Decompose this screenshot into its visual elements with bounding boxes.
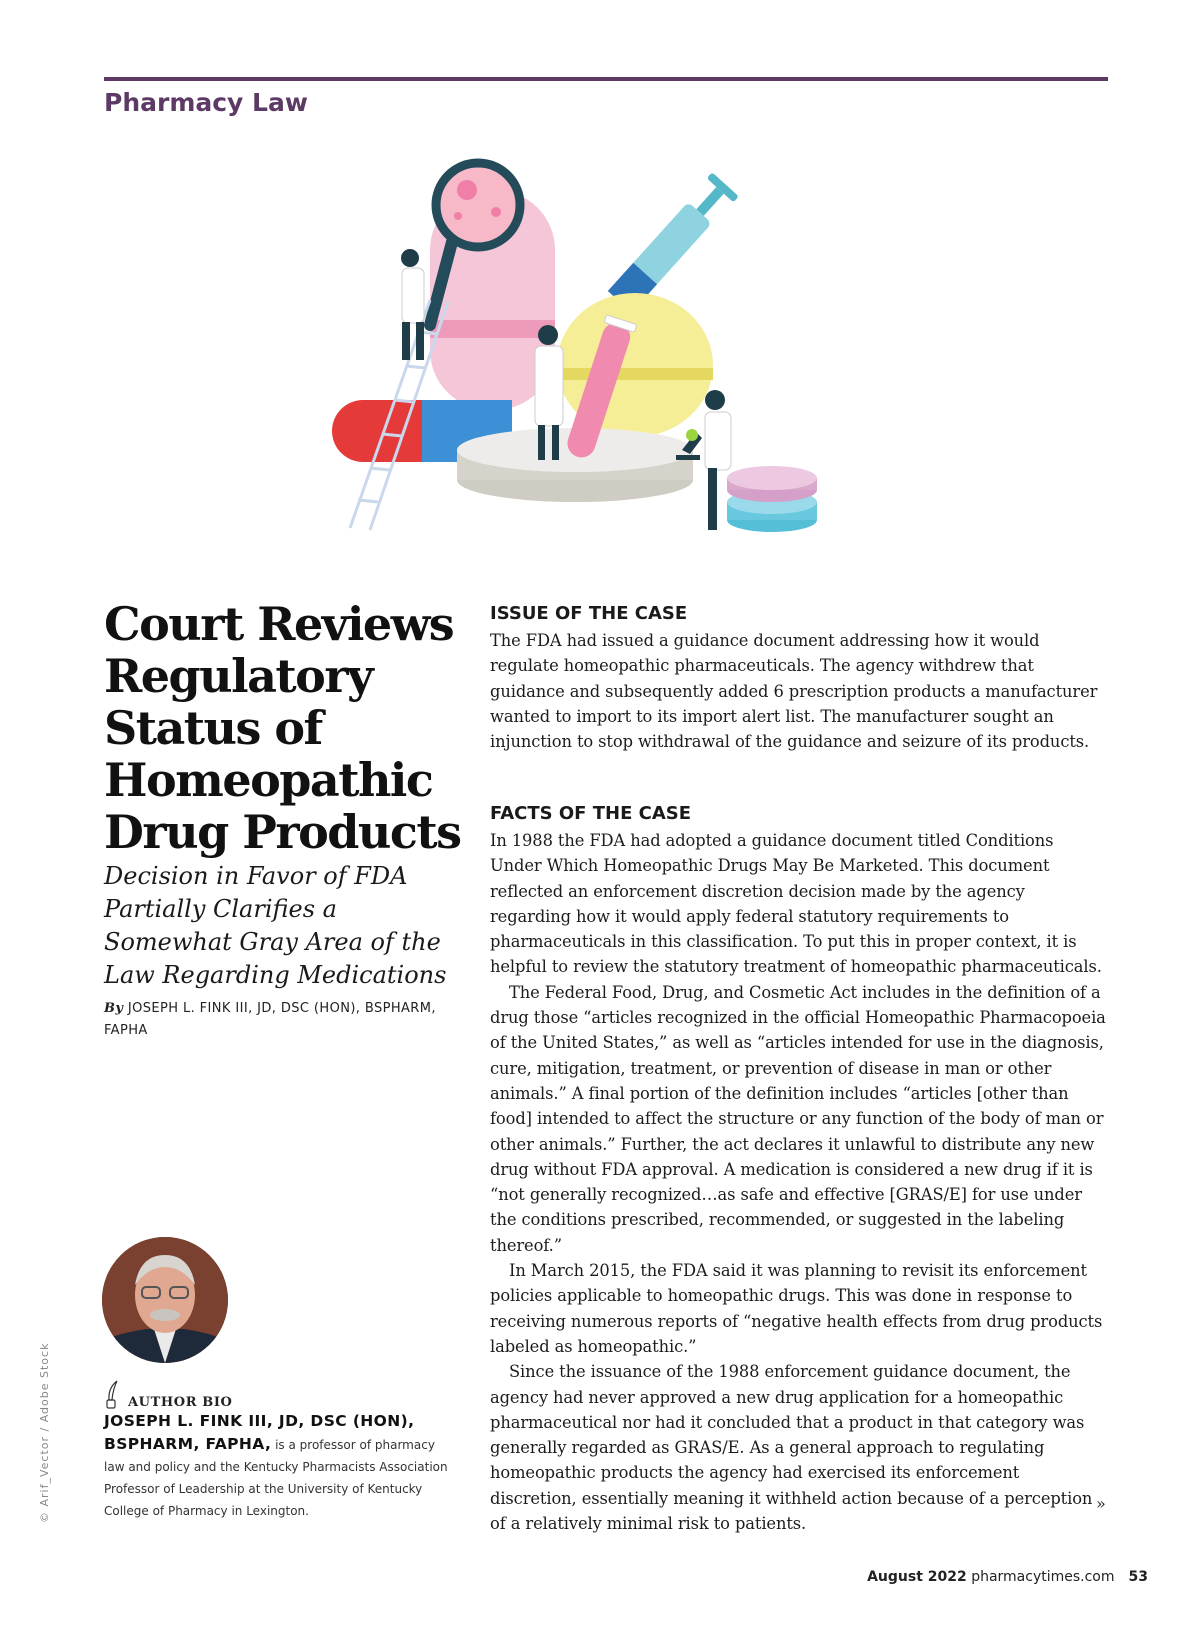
facts-paragraph: In 1988 the FDA had adopted a guidance document titled Conditions Under Which Homeopathic Drugs May Be Marketed. This document reflected an enforcement discretion decision made by the agency regarding how it would apply federal statutory requirements to pharmaceuticals in this classification. To put this in proper context, it is helpful to review the statutory treatment of homeopathic pharmaceuticals.	[490, 831, 1102, 977]
footer-site: pharmacytimes.com	[971, 1569, 1115, 1585]
byline-author: JOSEPH L. FINK III, JD, DSC (HON), BSPHARM, FAPHA	[104, 1001, 436, 1038]
header-rule	[104, 77, 1108, 81]
continue-arrow: »	[1096, 1494, 1106, 1513]
issue-section	[490, 602, 1108, 754]
footer-issue-date: August 2022	[867, 1569, 967, 1585]
facts-paragraph: In March 2015, the FDA said it was planning to revisit its enforcement policies applicable to homeopathic drugs. This was done in response to receiving numerous reports of “negative health effects from drug products labeled as homeopathic.”	[490, 1261, 1103, 1356]
facts-paragraph: Since the issuance of the 1988 enforcement guidance document, the agency had never approved a new drug application for a homeopathic pharmaceutical nor had it concluded that a product in that category was generally regarded as GRAS/E. As a general approach to regulating homeopathic products the agency had exercised its enforcement discretion, essentially meaning it withheld action because of a perception of a relatively minimal risk to patients.	[490, 1362, 1093, 1534]
author-portrait	[102, 1237, 228, 1363]
issue-heading: ISSUE OF THE CASE	[490, 603, 688, 624]
author-bio-header	[104, 1380, 232, 1410]
issue-body: The FDA had issued a guidance document addressing how it would regulate homeopathic pharmaceuticals. The agency withdrew that guidance and subsequently added 6 prescription products a manufacturer wanted to import to its import alert list. The manufacturer sought an injunction to stop withdrawal of the guidance and seizure of its products.	[490, 631, 1098, 752]
byline-prefix: By	[104, 1001, 124, 1016]
article-subtitle: Decision in Favor of FDA Partially Clarifies a Somewhat Gray Area of the Law Regarding Medications	[104, 862, 447, 989]
article-title: Court Reviews Regulatory Status of Homeopathic Drug Products	[104, 597, 461, 859]
facts-heading: FACTS OF THE CASE	[490, 803, 692, 824]
facts-paragraph: The Federal Food, Drug, and Cosmetic Act includes in the definition of a drug those “articles recognized in the official Homeopathic Pharmacopoeia of the United States,” as well as “articles intended for use in the diagnosis, cure, mitigation, treatment, or prevention of disease in man or other animals.” A final portion of the definition includes “articles [other than food] intended to affect the structure or any function of the body of man or other animals.” Further, the act declares it unlawful to distribute any new drug without FDA approval. A medication is considered a new drug if it is “not generally recognized…as safe and effective [GRAS/E] for use under the conditions prescribed, recommended, or suggested in the labeling thereof.”	[490, 982, 1106, 1255]
facts-section	[490, 802, 1108, 1536]
page-number: 53	[1128, 1569, 1148, 1585]
author-bio	[104, 1410, 459, 1522]
author-bio-label: AUTHOR BIO	[128, 1395, 233, 1410]
author-bio-text: is a professor of pharmacy law and policy and the Kentucky Pharmacists Association Professor of Leadership at the University of Kentucky College of Pharmacy in Lexington.	[104, 1438, 448, 1518]
quill-pen-icon	[104, 1380, 120, 1410]
section-title: Pharmacy Law	[104, 88, 308, 117]
author-bio-name: JOSEPH L. FINK III, JD, DSC (HON), BSPHARM, FAPHA,	[104, 1412, 415, 1453]
image-credit: © Arif_Vector / Adobe Stock	[38, 1342, 51, 1523]
hero-illustration	[330, 150, 870, 570]
byline	[104, 998, 464, 1042]
page-footer	[867, 1569, 1148, 1585]
